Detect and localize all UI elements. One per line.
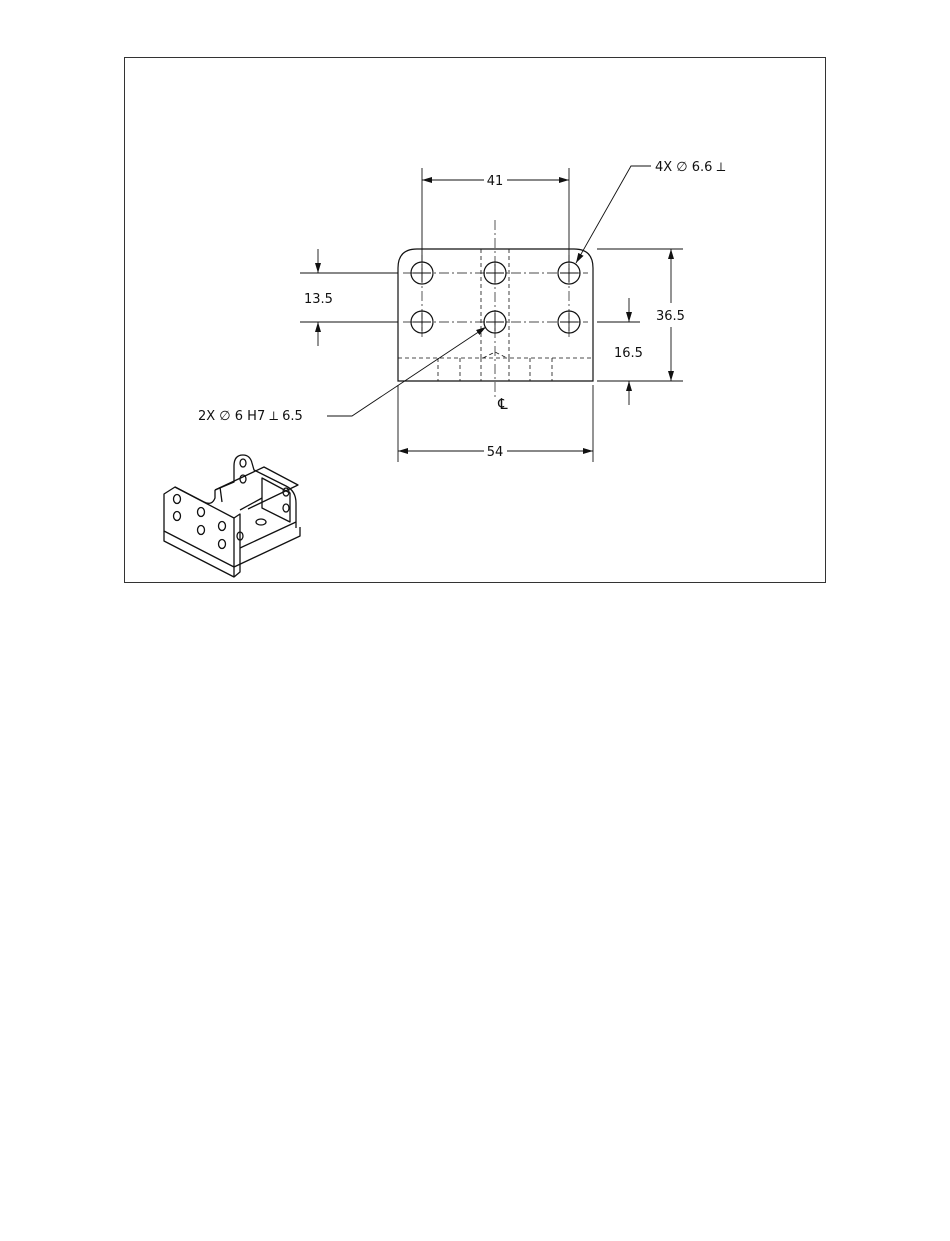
isometric-view: [164, 455, 300, 577]
dim-height-36-5: 36.5: [656, 309, 685, 324]
callout-2x-holes: 2X ∅ 6 H7 ⟂ 6.5: [198, 409, 303, 424]
callout-4x-holes: 4X ∅ 6.6 ⟂: [655, 160, 726, 175]
dim-vertical-13-5: 13.5: [304, 292, 333, 307]
dimension-labels: [198, 160, 726, 460]
front-view: [398, 220, 593, 398]
hidden-lines: [398, 249, 593, 381]
drawing-frame: [125, 58, 826, 583]
centerline-symbol: ℄: [498, 395, 508, 413]
dim-width-41: 41: [486, 174, 504, 189]
dim-width-54: 54: [486, 445, 504, 460]
dimension-lines: [300, 166, 683, 462]
dim-vertical-16-5: 16.5: [614, 346, 643, 361]
part-outline: [398, 249, 593, 381]
centerlines: [403, 220, 588, 398]
